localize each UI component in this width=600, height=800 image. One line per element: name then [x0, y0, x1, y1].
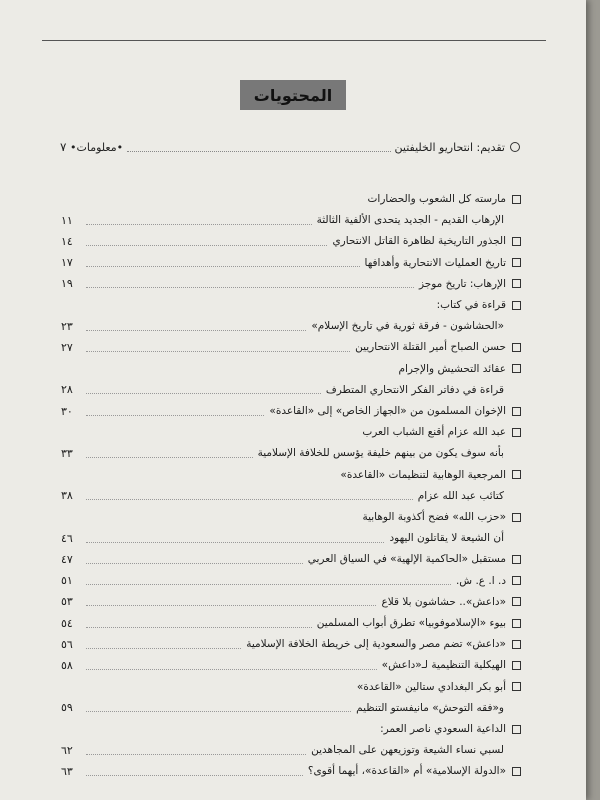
toc-page-number: ٤٧ — [61, 552, 73, 566]
checkbox-square-icon — [512, 279, 521, 288]
leader-dots — [86, 746, 306, 755]
toc-page-number: ٣٣ — [61, 446, 73, 460]
toc-entry — [61, 572, 521, 590]
toc-entry-text: بأنه سوف يكون من بينهم خليفة يؤسس للخلافة الإسلامية — [257, 447, 504, 460]
toc-page-number: ٥٣ — [61, 595, 73, 609]
toc-entry — [61, 254, 521, 272]
toc-entry — [61, 741, 504, 759]
toc-entry-text: عقائد التحشيش والإجرام — [398, 362, 506, 375]
toc-entry-text: حسن الصباح أمير القتلة الانتحاريين — [355, 341, 506, 354]
toc-page-number: ١٧ — [61, 256, 73, 270]
page-title: المحتويات — [253, 85, 333, 105]
toc-page-number: ٤٦ — [61, 531, 73, 545]
leader-dots — [86, 385, 321, 394]
toc-page-number: ٣٨ — [61, 489, 73, 503]
toc-entry — [61, 508, 521, 526]
toc-page-number: ١٤ — [61, 234, 73, 248]
toc-entry-text: أن الشيعة لا يقاتلون اليهود — [389, 532, 504, 545]
toc-entry-text: الداعية السعودي ناصر العمر: — [380, 723, 506, 735]
toc-page-number: ٦٣ — [61, 764, 73, 778]
toc-entry-text: قراءة في كتاب: — [436, 299, 506, 311]
toc-entry — [61, 487, 504, 505]
toc-entry — [61, 614, 521, 632]
intro-meta: •معلومات• — [70, 140, 124, 154]
leader-dots — [86, 491, 413, 500]
toc-entry — [61, 466, 521, 484]
toc-entry-text: مارسته كل الشعوب والحضارات — [367, 193, 506, 205]
toc-entry — [61, 275, 521, 293]
checkbox-square-icon — [512, 428, 521, 437]
checkbox-square-icon — [512, 597, 521, 606]
toc-entry-text: و«فقه التوحش» مانيفستو التنظيم — [356, 701, 504, 714]
leader-dots — [86, 640, 241, 649]
toc-entry — [61, 423, 521, 441]
toc-entry-text: «داعش».. حشاشون بلا قلاع — [381, 595, 506, 608]
toc-entry-text: د. ا. ع. ش. — [455, 574, 506, 587]
checkbox-square-icon — [512, 513, 521, 522]
toc-entry — [61, 444, 504, 462]
toc-entry-text: عبد الله عزام أقنع الشباب العرب — [362, 426, 506, 439]
leader-dots — [86, 279, 414, 288]
toc-entry — [61, 211, 504, 229]
toc-page-number: ٥٩ — [61, 701, 73, 715]
toc-entry — [61, 678, 521, 696]
toc-page-number: ٥٦ — [61, 637, 73, 651]
checkbox-square-icon — [512, 343, 521, 352]
toc-entry-text: الإرهاب: تاريخ موجز — [418, 277, 506, 290]
toc-entry-text: قراءة في دفاتر الفكر الانتحاري المتطرف — [325, 383, 504, 396]
leader-dots — [86, 555, 303, 564]
toc-entry — [61, 720, 521, 738]
leader-dots — [86, 237, 327, 246]
toc-entry-text: بيوء «الإسلاموفوبيا» تطرق أبواب المسلمين — [316, 617, 506, 629]
toc-entry — [61, 381, 504, 399]
toc-entry-text: المرجعية الوهابية لتنظيمات «القاعدة» — [340, 468, 506, 481]
toc-entry-text: «الدولة الإسلامية» أم «القاعدة»، أيهما أقوى؟ — [307, 765, 506, 778]
toc-entry — [61, 762, 521, 780]
toc-entry — [61, 593, 521, 611]
leader-dots — [86, 619, 312, 628]
toc-entry-text: «الحشاشون - فرقة ثورية في تاريخ الإسلام» — [311, 320, 504, 333]
toc-page-number: ١٩ — [61, 277, 73, 291]
checkbox-square-icon — [512, 555, 521, 564]
toc-entry-text: الإرهاب القديم - الجديد يتحدى الألفية الثالثة — [316, 214, 504, 227]
toc-page-number: ٥٨ — [61, 658, 73, 672]
toc-entry-text: الجذور التاريخية لظاهرة القاتل الانتحاري — [332, 235, 506, 248]
toc-entry-text: أبو بكر البغدادي ستالين «القاعدة» — [356, 680, 506, 693]
toc-entry-text: «داعش» تضم مصر والسعودية إلى خريطة الخلافة الإسلامية — [246, 638, 506, 651]
toc-entry — [61, 360, 521, 378]
toc-entry-text: مستقبل «الحاكمية الإلهية» في السياق العربي — [307, 553, 506, 566]
checkbox-square-icon — [512, 661, 521, 670]
checkbox-square-icon — [512, 725, 521, 734]
leader-dots — [86, 703, 351, 712]
intro-page-number: ٧ — [60, 140, 67, 154]
toc-page-number: ٦٢ — [61, 743, 73, 757]
toc-entry-text: الهيكلية التنظيمية لـ«داعش» — [381, 659, 506, 672]
checkbox-square-icon — [512, 364, 521, 373]
toc-page-number: ١١ — [61, 213, 73, 227]
leader-dots — [86, 216, 312, 225]
checkbox-square-icon — [512, 767, 521, 776]
intro-text: تقديم: انتحاريو الخليفتين — [394, 140, 505, 154]
checkbox-square-icon — [512, 237, 521, 246]
checkbox-square-icon — [512, 619, 521, 628]
toc-page-number: ٥١ — [61, 574, 73, 588]
leader-dots — [86, 449, 253, 458]
checkbox-square-icon — [512, 576, 521, 585]
leader-dots — [86, 407, 264, 416]
toc-entry — [61, 402, 521, 420]
toc-page-number: ٥٤ — [61, 616, 73, 630]
leader-dots — [86, 534, 384, 543]
toc-entry — [61, 529, 504, 547]
checkbox-square-icon — [512, 682, 521, 691]
leader-dots — [86, 322, 306, 331]
leader-dots — [86, 767, 303, 776]
toc-entry — [61, 699, 504, 717]
toc-entry-text: الإخوان المسلمون من «الجهاز الخاص» إلى «القاعدة» — [269, 405, 506, 417]
checkbox-square-icon — [512, 407, 521, 416]
checkbox-square-icon — [512, 640, 521, 649]
toc-entry — [61, 232, 521, 250]
toc-entry — [61, 550, 521, 568]
toc-entry-text: تاريخ العمليات الانتحارية وأهدافها — [364, 256, 506, 269]
toc-page-number: ٣٠ — [61, 404, 73, 418]
toc-entry-text: «حزب الله» فضح أكذوبة الوهابية — [362, 511, 506, 523]
toc-entry — [61, 656, 521, 674]
toc-entry — [61, 190, 521, 208]
toc-page-number: ٢٣ — [61, 319, 73, 333]
toc-entry — [61, 635, 521, 653]
toc-entry — [61, 317, 504, 335]
toc-entry-text: لسبي نساء الشيعة وتوزيعهن على المجاهدين — [311, 744, 504, 757]
leader-dots — [86, 258, 360, 267]
toc-page-number: ٢٨ — [61, 383, 73, 397]
checkbox-square-icon — [512, 301, 521, 310]
checkbox-square-icon — [512, 258, 521, 267]
checkbox-square-icon — [512, 470, 521, 479]
toc-entry — [61, 296, 521, 314]
toc-entry — [61, 338, 521, 356]
checkbox-square-icon — [512, 195, 521, 204]
leader-dots — [86, 576, 451, 585]
toc-entry-text: كتائب عبد الله عزام — [417, 489, 504, 502]
toc-page-number: ٢٧ — [61, 340, 73, 354]
leader-dots — [86, 661, 377, 670]
leader-dots — [86, 597, 376, 606]
leader-dots — [86, 343, 350, 352]
